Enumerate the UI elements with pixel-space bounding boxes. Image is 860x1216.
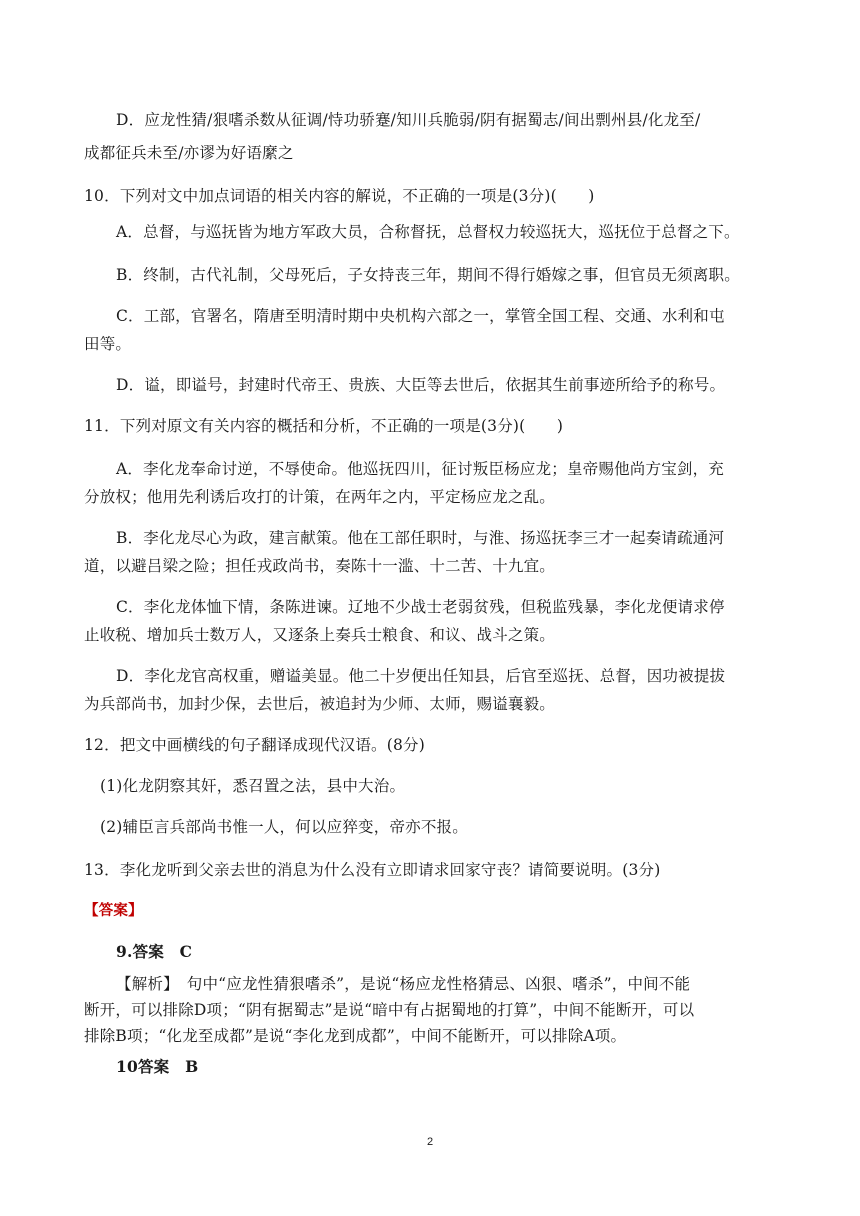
q13-stem: 13．李化龙听到父亲去世的消息为什么没有立即请求回家守丧？请简要说明。(3分) [84, 861, 661, 879]
q10-option-c-line1: C．工部，官署名，隋唐至明清时期中央机构六部之一，掌管全国工程、交通、水利和屯 [116, 307, 725, 325]
q11-option-b-line2: 道，以避吕梁之险；担任戎政尚书，奏陈十一滥、十二苦、十九宜。 [84, 557, 556, 575]
answer-9-explanation-line2: 断开，可以排除D项；“阴有据蜀志”是说“暗中有占据蜀地的打算”，中间不能断开，可以 [84, 1001, 695, 1019]
q11-option-d-line1: D．李化龙官高权重，赠谥美显。他二十岁便出任知县，后官至巡抚、总督，因功被提拔 [116, 667, 726, 685]
q11-option-b-line1: B．李化龙尽心为政，建言献策。他在工部任职时，与淮、扬巡抚李三才一起奏请疏通河 [116, 529, 725, 547]
q12-sentence-1: (1)化龙阴察其奸，悉召置之法，县中大治。 [100, 777, 406, 795]
q11-option-c-line1: C．李化龙体恤下情，条陈进谏。辽地不少战士老弱贫残，但税监残暴，李化龙便请求停 [116, 598, 725, 616]
page-number: 2 [426, 1136, 434, 1148]
q11-option-a-line1: A．李化龙奉命讨逆，不辱使命。他巡抚四川，征讨叛臣杨应龙；皇帝赐他尚方宝剑，充 [116, 460, 724, 478]
q10-option-b: B．终制，古代礼制，父母死后，子女持丧三年，期间不得行婚嫁之事，但官员无须离职。 [116, 266, 740, 284]
answer-9-explanation-line1: 【解析】 句中“应龙性猜狠嗜杀”，是说“杨应龙性格猜忌、凶狠、嗜杀”，中间不能 [116, 975, 691, 993]
q10-option-a: A．总督，与巡抚皆为地方军政大员，合称督抚，总督权力较巡抚大，巡抚位于总督之下。 [116, 223, 740, 241]
q11-option-c-line2: 止收税、增加兵士数万人，又逐条上奏兵士粮食、和议、战斗之策。 [84, 626, 556, 644]
q9-option-d-line2: 成都征兵未至/亦谬为好语縻之 [84, 144, 294, 162]
answer-9-heading: 9.答案 C [116, 942, 193, 961]
answer-tag: 【答案】 [84, 902, 143, 919]
q12-sentence-2: (2)辅臣言兵部尚书惟一人，何以应猝变，帝亦不报。 [100, 818, 468, 836]
q10-option-d: D．谥，即谥号，封建时代帝王、贵族、大臣等去世后，依据其生前事迹所给予的称号。 [116, 376, 726, 394]
q10-stem: 10．下列对文中加点词语的相关内容的解说，不正确的一项是(3分)( ) [84, 187, 595, 205]
q10-option-c-line2: 田等。 [84, 335, 132, 353]
q11-option-a-line2: 分放权；他用先利诱后攻打的计策，在两年之内，平定杨应龙之乱。 [84, 488, 556, 506]
answer-10-heading: 10答案 B [116, 1057, 199, 1076]
q11-stem: 11．下列对原文有关内容的概括和分析，不正确的一项是(3分)( ) [84, 417, 564, 435]
q11-option-d-line2: 为兵部尚书，加封少保，去世后，被追封为少师、太师，赐谥襄毅。 [84, 695, 556, 713]
answer-9-explanation-line3: 排除B项；“化龙至成都”是说“李化龙到成都”，中间不能断开，可以排除A项。 [84, 1027, 627, 1045]
q9-option-d-line1: D．应龙性猜/狠嗜杀数从征调/恃功骄蹇/知川兵脆弱/阴有据蜀志/间出剽州县/化龙至/ [116, 111, 701, 129]
q12-stem: 12．把文中画横线的句子翻译成现代汉语。(8分) [84, 736, 425, 754]
